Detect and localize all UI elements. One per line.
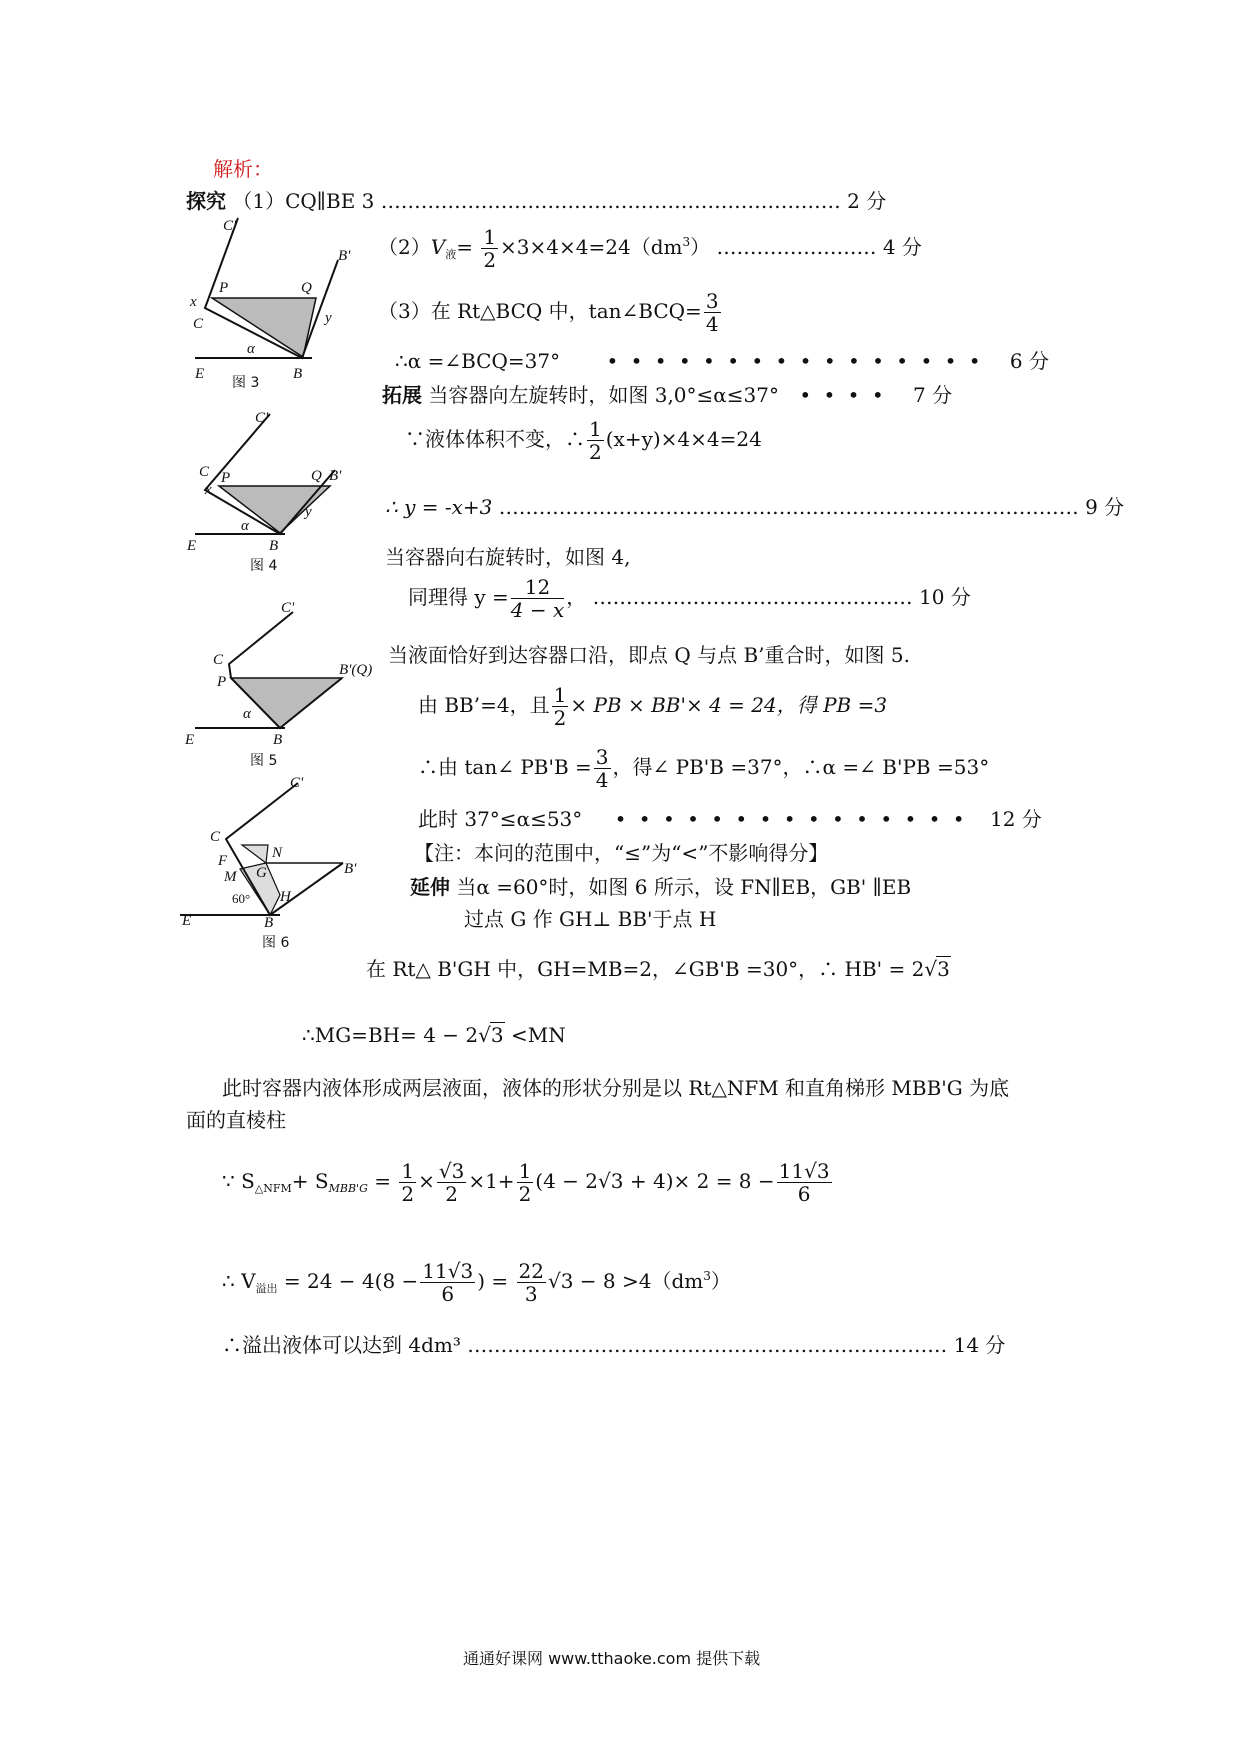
line-13-dots: • • • • • • • • • • • • • • • xyxy=(614,807,968,831)
line-9-pre: 同理得 y = xyxy=(408,585,509,609)
fig4-label: B' xyxy=(329,468,342,484)
fig6-label: M xyxy=(224,869,237,885)
fig4-label: Q xyxy=(311,468,322,484)
fraction-num: 1 xyxy=(483,225,497,249)
line-7-dots: …………………………………………………………………………… xyxy=(498,495,1079,519)
fig3-label: B' xyxy=(338,248,351,264)
fig6-label: E xyxy=(182,913,192,929)
fig4-label: C xyxy=(199,464,210,480)
fig6-label: B xyxy=(264,915,274,931)
line-2-rest: ×3×4×4=24（dm xyxy=(500,235,683,259)
fig6-label: N xyxy=(272,845,283,861)
line-18-pre: ∴MG=BH= 4 − 2 xyxy=(302,1023,479,1047)
fraction-c xyxy=(517,1160,534,1205)
fig6-liquid-top xyxy=(242,845,268,863)
fig3-liquid xyxy=(212,298,316,357)
fraction-den: 2 xyxy=(553,706,567,730)
line-22 xyxy=(222,1260,731,1305)
fraction-den: 2 xyxy=(401,1182,415,1206)
fig5-label: B xyxy=(273,732,283,748)
line-13 xyxy=(418,806,1042,832)
fig5-label: C xyxy=(213,652,224,668)
fraction-half xyxy=(481,226,498,271)
fraction-den: 6 xyxy=(797,1182,811,1206)
line-4-dots: • • • • • • • • • • • • • • • • xyxy=(606,349,984,373)
line-13-score: 12 分 xyxy=(989,807,1042,831)
fraction-num: 3 xyxy=(705,289,719,313)
line-22-pre: ∴ V xyxy=(222,1269,256,1293)
line-2-eq: = xyxy=(456,235,473,259)
fig6-caption: 图 6 xyxy=(262,935,290,951)
section-extend: 拓展 xyxy=(382,383,422,407)
fraction-den: 4 xyxy=(595,768,609,792)
fig6-label: F xyxy=(218,853,228,869)
section-stretch: 延伸 xyxy=(410,875,450,899)
fig5-label: C' xyxy=(281,600,295,616)
line-5-text: 当容器向左旋转时，如图 3,0°≤α≤37° xyxy=(428,383,779,407)
fig3-label: B xyxy=(293,366,303,382)
fraction-den: 6 xyxy=(441,1282,455,1306)
line-2-dots: …………………… xyxy=(716,235,877,259)
line-21-mid: + S xyxy=(291,1169,329,1193)
line-22-eq: = 24 − 4(8 − xyxy=(277,1269,419,1293)
fig4-label: y xyxy=(305,504,312,520)
line-2-pre: （2） xyxy=(378,235,431,259)
fraction-num: 1 xyxy=(553,683,567,707)
fig4-caption: 图 4 xyxy=(250,558,278,574)
line-21-times: × xyxy=(418,1169,435,1193)
line-23-score: 14 分 xyxy=(953,1333,1006,1357)
line-5 xyxy=(382,382,952,408)
line-9 xyxy=(408,576,971,621)
fig4-label: B xyxy=(269,538,279,554)
fig5-label: P xyxy=(217,674,227,690)
line-5-dots: • • • • xyxy=(799,383,887,407)
line-23-dots: ……………………………………………………………… xyxy=(467,1333,948,1357)
line-4-score: 6 分 xyxy=(1009,349,1050,373)
footer-text: 通通好课网 www.tthaoke.com 提供下载 xyxy=(463,1649,761,1668)
fig3-label: P xyxy=(219,280,229,296)
line-3-pre: （3）在 Rt△BCQ 中，tan∠BCQ= xyxy=(378,299,702,323)
line-21 xyxy=(222,1160,834,1205)
line-9-score: 10 分 xyxy=(918,585,971,609)
fraction-num: 11√3 xyxy=(778,1159,830,1183)
fraction-a xyxy=(399,1160,416,1205)
fig4-label: x xyxy=(205,482,212,498)
fig5-label: α xyxy=(243,706,251,722)
fraction-num: 11√3 xyxy=(422,1259,474,1283)
line-3 xyxy=(378,290,723,335)
fraction-3-4 xyxy=(594,746,611,791)
line-17-pre: 在 Rt△ B'GH 中，GH=MB=2，∠GB'B =30°，∴ HB' = 2 xyxy=(366,957,925,981)
line-2-sup: 3 xyxy=(682,235,691,249)
fraction-den: 2 xyxy=(518,1182,532,1206)
fig5-label: B'(Q) xyxy=(339,662,373,678)
line-23-text: ∴溢出液体可以达到 4dm³ xyxy=(222,1333,461,1357)
figure-5 xyxy=(185,600,395,750)
line-2-close: ） xyxy=(690,235,711,259)
fraction-e xyxy=(420,1260,475,1305)
line-7 xyxy=(385,494,1124,520)
fig4-label: E xyxy=(187,538,197,554)
fig6-label: H xyxy=(280,889,291,905)
line-22-rest: √3 − 8 >4（dm xyxy=(547,1269,704,1293)
line-12-rest: ，得∠ PB'B =37°，∴α =∠ B'PB =53° xyxy=(612,755,990,779)
fig3-label: y xyxy=(325,310,332,326)
line-22-close: ） xyxy=(710,1269,731,1293)
line-23 xyxy=(222,1332,1005,1358)
fig3-label: C xyxy=(193,316,204,332)
line-13-text: 此时 37°≤α≤53° xyxy=(418,807,583,831)
fraction-num: 1 xyxy=(518,1159,532,1183)
fig6-label: B' xyxy=(344,861,357,877)
figure-4 xyxy=(185,408,365,558)
line-11-rest: × PB × BB'× 4 = 24，得 PB =3 xyxy=(570,693,888,717)
line-5-score: 7 分 xyxy=(912,383,953,407)
line-21-sub1: △NFM xyxy=(254,1182,292,1195)
line-21-pre: ∵ S xyxy=(222,1169,255,1193)
fraction-half xyxy=(552,684,569,729)
fraction-b xyxy=(437,1160,466,1205)
line-21-sub2: MBB'G xyxy=(328,1182,368,1195)
line-12 xyxy=(418,746,989,791)
line-11-pre: 由 BB’=4，且 xyxy=(418,693,550,717)
figure-3 xyxy=(175,210,375,385)
line-19: 此时容器内液体形成两层液面，液体的形状分别是以 Rt△NFM 和直角梯形 MBB'G 为底 xyxy=(222,1076,1010,1100)
line-2 xyxy=(378,226,922,271)
line-17: 在 Rt△ B'GH 中，GH=MB=2，∠GB'B =30°，∴ HB' = 2√3 xyxy=(366,957,950,981)
fig3-caption: 图 3 xyxy=(232,375,260,391)
fraction-d xyxy=(777,1160,832,1205)
line-10: 当液面恰好到达容器口沿，即点 Q 与点 B’重合时，如图 5. xyxy=(388,643,910,667)
line-21-b: (4 − 2√3 + 4)× 2 = 8 − xyxy=(535,1169,775,1193)
line-4 xyxy=(395,348,1049,374)
line-22-sup: 3 xyxy=(703,1269,711,1283)
fig6-label: C xyxy=(210,829,221,845)
fraction-den: 2 xyxy=(483,248,497,272)
fraction-den: 4 xyxy=(705,312,719,336)
line-6-rest: (x+y)×4×4=24 xyxy=(605,427,762,451)
fig3-label: C' xyxy=(223,218,237,234)
fig3-label: Q xyxy=(301,280,312,296)
line-15-text: 当α =60°时，如图 6 所示，设 FN∥EB，GB' ∥EB xyxy=(456,875,912,899)
fig6-label: 60° xyxy=(232,891,251,906)
fraction-3-4 xyxy=(704,290,721,335)
fraction-num: 1 xyxy=(401,1159,415,1183)
fig4-label: P xyxy=(221,470,231,486)
fig5-label: E xyxy=(185,732,195,748)
fraction-num: 12 xyxy=(511,576,564,599)
fraction-den: 2 xyxy=(445,1182,458,1206)
line-6 xyxy=(405,418,762,463)
line-1-dots: …………………………………………………………… xyxy=(380,189,841,213)
volume-symbol: V xyxy=(430,235,446,259)
line-6-pre: ∵液体体积不变，∴ xyxy=(405,427,585,451)
line-9-post: ， xyxy=(566,585,587,609)
line-7-text: ∴ y = -x+3 xyxy=(385,495,493,519)
fraction-den: 2 xyxy=(589,440,602,464)
figure-6 xyxy=(180,775,390,931)
line-8: 当容器向右旋转时，如图 4, xyxy=(385,545,631,569)
line-17-sqrt: 3 xyxy=(937,957,950,981)
fraction-num: √3 xyxy=(438,1159,465,1183)
line-20: 面的直棱柱 xyxy=(186,1108,286,1132)
line-18: ∴MG=BH= 4 − 2√3 <MN xyxy=(302,1023,566,1047)
line-9-dots: ………………………………………… xyxy=(592,585,913,609)
fraction-12 xyxy=(511,576,564,621)
fraction-f xyxy=(517,1260,546,1305)
fraction-num: 1 xyxy=(589,417,602,441)
line-14: 【注：本问的范围中，“≤”为“<”不影响得分】 xyxy=(414,841,829,865)
line-4-text: ∴α =∠BCQ=37° xyxy=(395,349,561,373)
fig5-caption: 图 5 xyxy=(250,753,278,769)
line-21-a: ×1+ xyxy=(468,1169,515,1193)
fraction-den: 3 xyxy=(524,1282,538,1306)
fig4-label: C' xyxy=(255,410,269,426)
line-1-score: 2 分 xyxy=(847,189,887,213)
line-1-text: （1）CQ∥BE 3 xyxy=(232,189,375,213)
fig3-label: E xyxy=(195,366,205,382)
line-2-score: 4 分 xyxy=(882,235,922,259)
fig4-liquid xyxy=(219,486,330,533)
section-explore: 探究 xyxy=(186,189,226,213)
analysis-header: 解析： xyxy=(213,157,273,181)
fraction-num: 3 xyxy=(595,745,609,769)
fraction-num: 22 xyxy=(518,1259,544,1283)
line-16: 过点 G 作 GH⊥ BB'于点 H xyxy=(464,907,717,931)
line-15 xyxy=(410,874,911,900)
volume-sub: 液 xyxy=(445,248,457,261)
line-22-mid: ) = xyxy=(477,1269,509,1293)
fig3-label: α xyxy=(247,341,255,357)
line-22-sub: 溢出 xyxy=(255,1282,278,1295)
line-18-post: <MN xyxy=(504,1023,566,1047)
line-7-score: 9 分 xyxy=(1085,495,1125,519)
line-21-eq: = xyxy=(367,1169,398,1193)
line-12-pre: ∴由 tan∠ PB'B = xyxy=(418,755,592,779)
fraction-half xyxy=(587,418,604,463)
fig4-label: α xyxy=(241,518,249,534)
line-18-sqrt: 3 xyxy=(490,1023,504,1047)
fig6-label: C' xyxy=(290,775,304,791)
line-11 xyxy=(418,684,887,729)
fraction-den: 4 − x xyxy=(510,598,565,622)
fig6-label: G xyxy=(256,865,267,881)
fig3-label: x xyxy=(190,294,197,310)
